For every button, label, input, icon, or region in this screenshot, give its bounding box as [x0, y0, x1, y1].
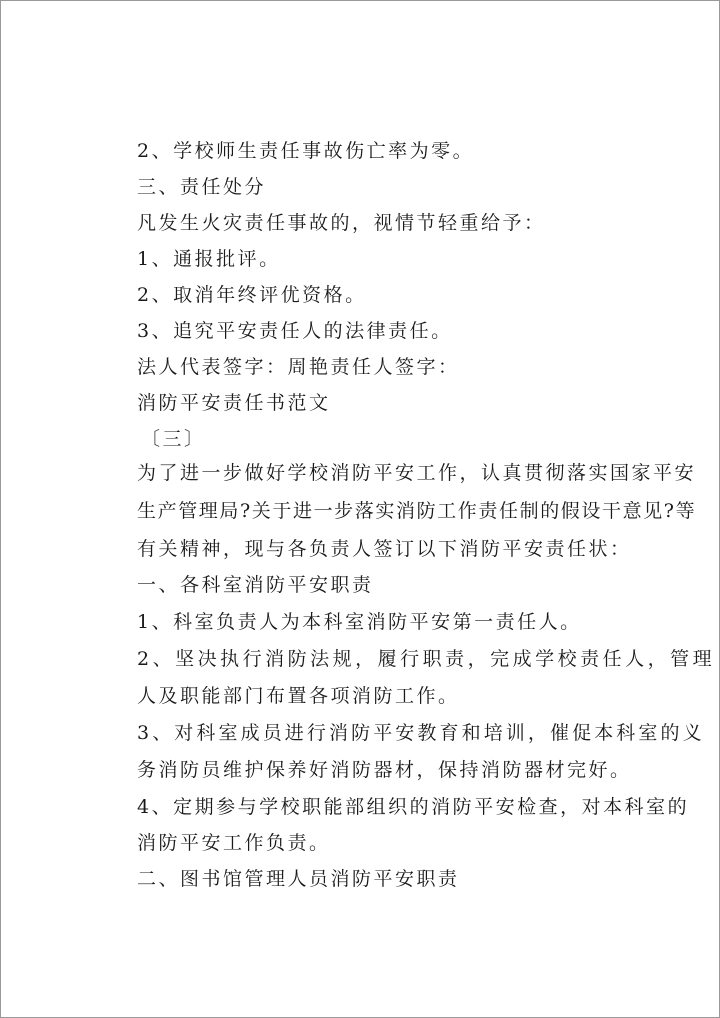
list-item: 3、追究平安责任人的法律责任。 [137, 320, 453, 342]
section-heading: 三、责任处分 [137, 176, 267, 198]
list-item: 4、定期参与学校职能部组织的消防平安检查，对本科室的 [137, 796, 690, 818]
list-item: 2、坚决执行消防法规，履行职责，完成学校责任人，管理 [137, 648, 716, 670]
paragraph-line: 有关精神，现与各负责人签订以下消防平安责任状： [137, 538, 632, 560]
list-item: 2、取消年终评优资格。 [137, 284, 367, 306]
paragraph-line: 消防平安工作负责。 [137, 832, 331, 854]
list-item: 3、对科室成员进行消防平安教育和培训，催促本科室的义 [137, 722, 705, 744]
paragraph-line: 务消防员维护保养好消防器材，保持消防器材完好。 [137, 759, 632, 781]
list-item: 1、科室负责人为本科室消防平安第一责任人。 [137, 611, 582, 633]
section-heading: 一、各科室消防平安职责 [137, 574, 374, 596]
list-item: 1、通报批评。 [137, 248, 281, 270]
text-line: 凡发生火灾责任事故的，视情节轻重给予： [137, 212, 546, 234]
paragraph-line: 为了进一步做好学校消防平安工作，认真贯彻落实国家平安 [137, 462, 697, 484]
text-line: 2、学校师生责任事故伤亡率为零。 [137, 140, 475, 162]
section-heading: 二、图书馆管理人员消防平安职责 [137, 868, 460, 890]
paragraph-line: 生产管理局?关于进一步落实消防工作责任制的假设干意见?等 [137, 500, 697, 522]
paragraph-line: 人及职能部门布置各项消防工作。 [137, 685, 460, 707]
section-number: 〔三〕 [141, 428, 206, 450]
signature-line: 法人代表签字：周艳责任人签字： [137, 356, 460, 378]
document-title: 消防平安责任书范文 [137, 392, 331, 414]
